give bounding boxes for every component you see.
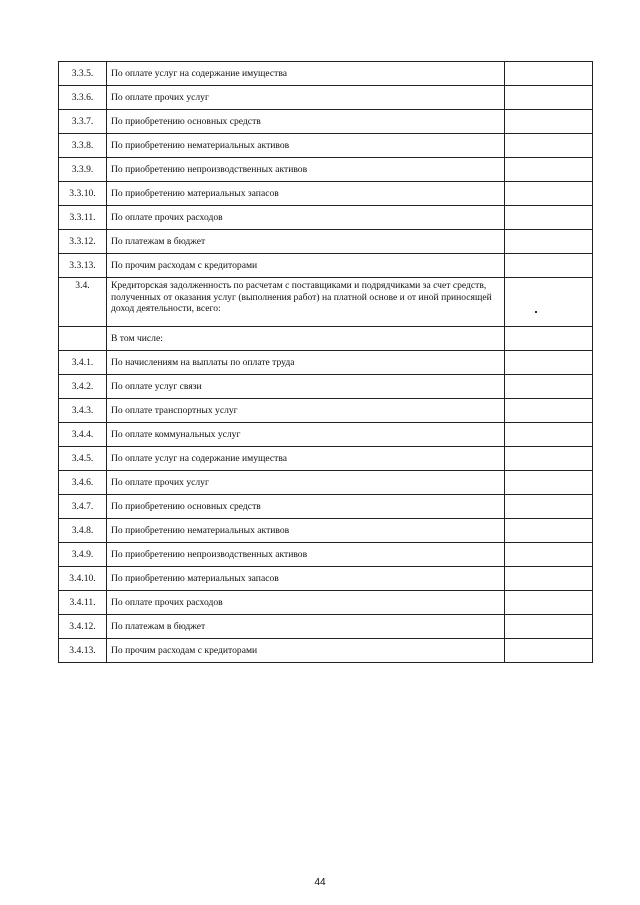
row-number: 3.3.5. — [59, 62, 107, 86]
row-value-cell — [505, 471, 593, 495]
table-row — [59, 134, 593, 158]
row-value-cell — [505, 543, 593, 567]
row-number — [59, 327, 107, 351]
table-row — [59, 230, 593, 254]
row-description: По оплате услуг связи — [107, 375, 505, 399]
row-value-cell — [505, 399, 593, 423]
row-number: 3.4. — [59, 278, 107, 327]
row-value-cell — [505, 230, 593, 254]
row-description: По оплате коммунальных услуг — [107, 423, 505, 447]
row-number: 3.4.3. — [59, 399, 107, 423]
row-description: По приобретению материальных запасов — [107, 182, 505, 206]
row-number: 3.3.6. — [59, 86, 107, 110]
row-number: 3.3.9. — [59, 158, 107, 182]
table-row — [59, 471, 593, 495]
table-row — [59, 375, 593, 399]
table-row — [59, 567, 593, 591]
row-value-cell — [505, 206, 593, 230]
table-row — [59, 86, 593, 110]
table-row — [59, 399, 593, 423]
table-row — [59, 206, 593, 230]
row-number: 3.4.7. — [59, 495, 107, 519]
table-row — [59, 591, 593, 615]
row-description: По оплате услуг на содержание имущества — [107, 62, 505, 86]
table-row — [59, 62, 593, 86]
row-number: 3.4.12. — [59, 615, 107, 639]
table-row-total — [59, 278, 593, 327]
row-number: 3.4.9. — [59, 543, 107, 567]
row-number: 3.3.10. — [59, 182, 107, 206]
row-value-cell — [505, 519, 593, 543]
table-row-subheading — [59, 327, 593, 351]
row-description: В том числе: — [107, 327, 505, 351]
row-value-cell — [505, 423, 593, 447]
row-description: По прочим расходам с кредиторами — [107, 254, 505, 278]
row-value-cell — [505, 327, 593, 351]
row-value-cell — [505, 447, 593, 471]
row-description: По приобретению материальных запасов — [107, 567, 505, 591]
row-value-cell — [505, 182, 593, 206]
row-value-cell — [505, 615, 593, 639]
row-number: 3.3.7. — [59, 110, 107, 134]
row-number: 3.3.13. — [59, 254, 107, 278]
row-number: 3.4.1. — [59, 351, 107, 375]
row-value-cell — [505, 86, 593, 110]
table-row — [59, 110, 593, 134]
table-row — [59, 254, 593, 278]
table-row — [59, 158, 593, 182]
row-number: 3.3.11. — [59, 206, 107, 230]
row-description: По оплате прочих расходов — [107, 206, 505, 230]
table-row — [59, 447, 593, 471]
row-value-cell — [505, 591, 593, 615]
table-row — [59, 351, 593, 375]
row-description: По оплате прочих расходов — [107, 591, 505, 615]
row-value-cell — [505, 639, 593, 663]
row-description: По платежам в бюджет — [107, 230, 505, 254]
row-value-cell — [505, 62, 593, 86]
row-value-cell — [505, 110, 593, 134]
row-value-cell — [505, 158, 593, 182]
row-description: По приобретению непроизводственных активов — [107, 158, 505, 182]
row-number: 3.3.8. — [59, 134, 107, 158]
row-number: 3.3.12. — [59, 230, 107, 254]
row-description: По приобретению основных средств — [107, 110, 505, 134]
row-number: 3.4.10. — [59, 567, 107, 591]
row-number: 3.4.13. — [59, 639, 107, 663]
row-value-cell — [505, 134, 593, 158]
row-number: 3.4.11. — [59, 591, 107, 615]
row-description: По приобретению основных средств — [107, 495, 505, 519]
table-row — [59, 639, 593, 663]
row-value-cell — [505, 351, 593, 375]
row-description: По оплате прочих услуг — [107, 471, 505, 495]
row-value-cell — [505, 254, 593, 278]
page-number: 44 — [314, 877, 326, 888]
row-value-cell — [505, 495, 593, 519]
row-description: По начислениям на выплаты по оплате труда — [107, 351, 505, 375]
table-row — [59, 615, 593, 639]
table-row — [59, 182, 593, 206]
row-description: По платежам в бюджет — [107, 615, 505, 639]
row-description: Кредиторская задолженность по расчетам с поставщиками и подрядчиками за счет средств, полученных от оказания услуг (выполнения работ) на платной основе и от иной приносящей доход деятельности, всего: — [107, 278, 505, 327]
row-number: 3.4.6. — [59, 471, 107, 495]
table-row — [59, 519, 593, 543]
row-description: По оплате транспортных услуг — [107, 399, 505, 423]
table-row — [59, 543, 593, 567]
scan-mark — [535, 311, 537, 313]
debt-table — [58, 61, 593, 663]
row-description: По приобретению нематериальных активов — [107, 519, 505, 543]
row-number: 3.4.5. — [59, 447, 107, 471]
row-value-cell — [505, 567, 593, 591]
row-description: По оплате услуг на содержание имущества — [107, 447, 505, 471]
row-description: По оплате прочих услуг — [107, 86, 505, 110]
row-description: По прочим расходам с кредиторами — [107, 639, 505, 663]
row-number: 3.4.8. — [59, 519, 107, 543]
table-row — [59, 495, 593, 519]
row-number: 3.4.2. — [59, 375, 107, 399]
row-number: 3.4.4. — [59, 423, 107, 447]
row-value-cell — [505, 375, 593, 399]
row-value-cell — [505, 278, 593, 327]
row-description: По приобретению нематериальных активов — [107, 134, 505, 158]
table-row — [59, 423, 593, 447]
row-description: По приобретению непроизводственных активов — [107, 543, 505, 567]
